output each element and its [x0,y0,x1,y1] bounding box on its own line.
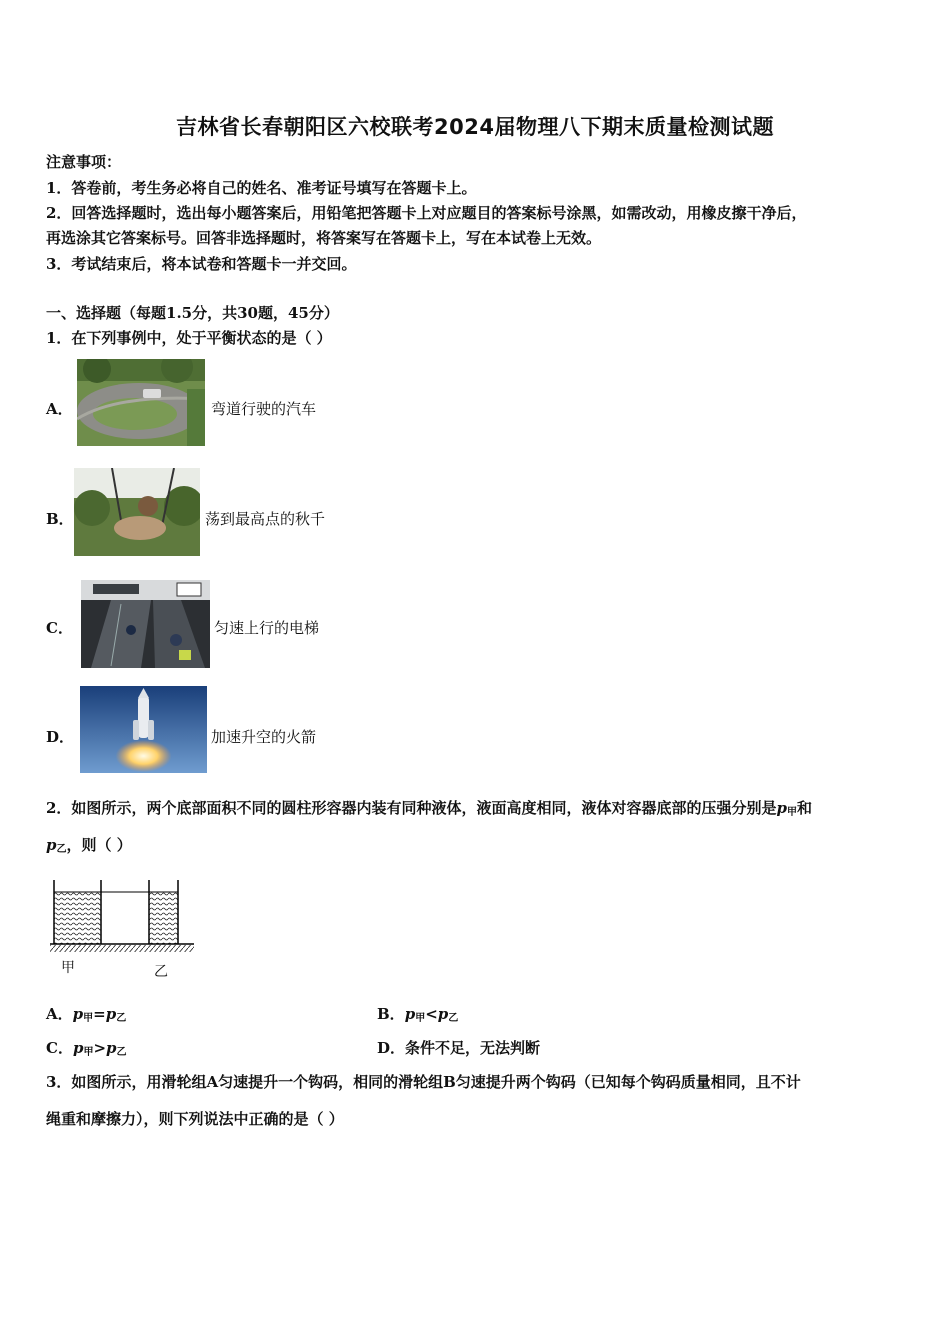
p-symbol: p [105,1005,117,1023]
question-2-stem-part1: 2．如图所示，两个底部面积不同的圆柱形容器内装有同种液体，液面高度相同，液体对容器底部的压强分别是 [46,799,777,817]
rocket-launch-image [80,686,207,773]
figure-label-yi: 乙 [154,964,168,980]
p-symbol: p [437,1005,449,1023]
p-yi-symbol: p [46,836,57,854]
jia-subscript: 甲 [83,1013,94,1024]
relation-less: < [425,1005,438,1023]
p-symbol: p [72,1039,84,1057]
jia-subscript: 甲 [83,1047,94,1058]
jia-subscript: 甲 [415,1013,426,1024]
option-c-letter: C． [46,619,73,637]
section-heading: 一、选择题（每题1.5分，共30题，45分） [46,304,339,322]
q2-option-b [377,1003,458,1024]
yi-subscript: 乙 [116,1047,127,1058]
notice-item-2-cont: 再选涂其它答案标号。回答非选择题时，将答案写在答题卡上，写在本试卷上无效。 [46,229,602,247]
yi-subscript: 乙 [56,844,67,855]
q2-option-c [46,1037,127,1058]
swing-image [74,468,200,556]
yi-subscript: 乙 [116,1013,127,1024]
option-d-letter: D． [46,728,75,746]
option-a-letter: A． [46,400,73,418]
page-title: 吉林省长春朝阳区六校联考2024届物理八下期末质量检测试题 [176,115,774,139]
q2-option-c-letter: C． [46,1039,73,1057]
option-d-text: 加速升空的火箭 [211,728,317,746]
jia-subscript: 甲 [786,807,797,818]
and-word: 和 [796,799,812,817]
option-b-letter: B． [46,510,74,528]
question-3-stem: 3．如图所示，用滑轮组A匀速提升一个钩码，相同的滑轮组B匀速提升两个钩码（已知每个钩码质量相同，且不计 [46,1073,801,1091]
p-symbol: p [404,1005,416,1023]
q2-option-a-letter: A． [46,1005,73,1023]
question-1-stem: 1．在下列事例中，处于平衡状态的是（ ） [46,329,332,347]
p-symbol: p [106,1039,117,1057]
notice-item-1: 1．答卷前，考生务必将自己的姓名、准考证号填写在答题卡上。 [46,179,477,197]
escalator-image [81,580,210,668]
notice-item-2: 2．回答选择题时，选出每小题答案后，用铅笔把答题卡上对应题目的答案标号涂黑，如需改动，用橡皮擦干净后， [46,204,807,222]
p-symbol: p [72,1005,84,1023]
option-c-text: 匀速上行的电梯 [214,619,320,637]
curved-road-car-image [77,359,205,446]
p-jia-symbol: p [776,799,787,817]
question-3-stem-cont: 绳重和摩擦力），则下列说法中正确的是（ ） [46,1110,344,1128]
question-2-stem-part2: ，则（ ） [66,836,132,854]
notice-heading: 注意事项： [46,153,122,171]
q2-option-a [46,1003,126,1024]
question-2-stem-cont [46,834,132,855]
relation-greater: > [93,1039,107,1057]
notice-item-3: 3．考试结束后，将本试卷和答题卡一并交回。 [46,255,357,273]
yi-subscript: 乙 [448,1013,459,1024]
relation-equal: = [93,1005,106,1023]
question-2-stem [46,797,812,818]
option-a-text: 弯道行驶的汽车 [211,400,317,418]
option-b-text: 荡到最高点的秋千 [205,510,326,528]
figure-label-jia: 甲 [61,960,75,976]
q2-option-d: D．条件不足，无法判断 [377,1039,541,1057]
q2-option-b-letter: B． [377,1005,405,1023]
